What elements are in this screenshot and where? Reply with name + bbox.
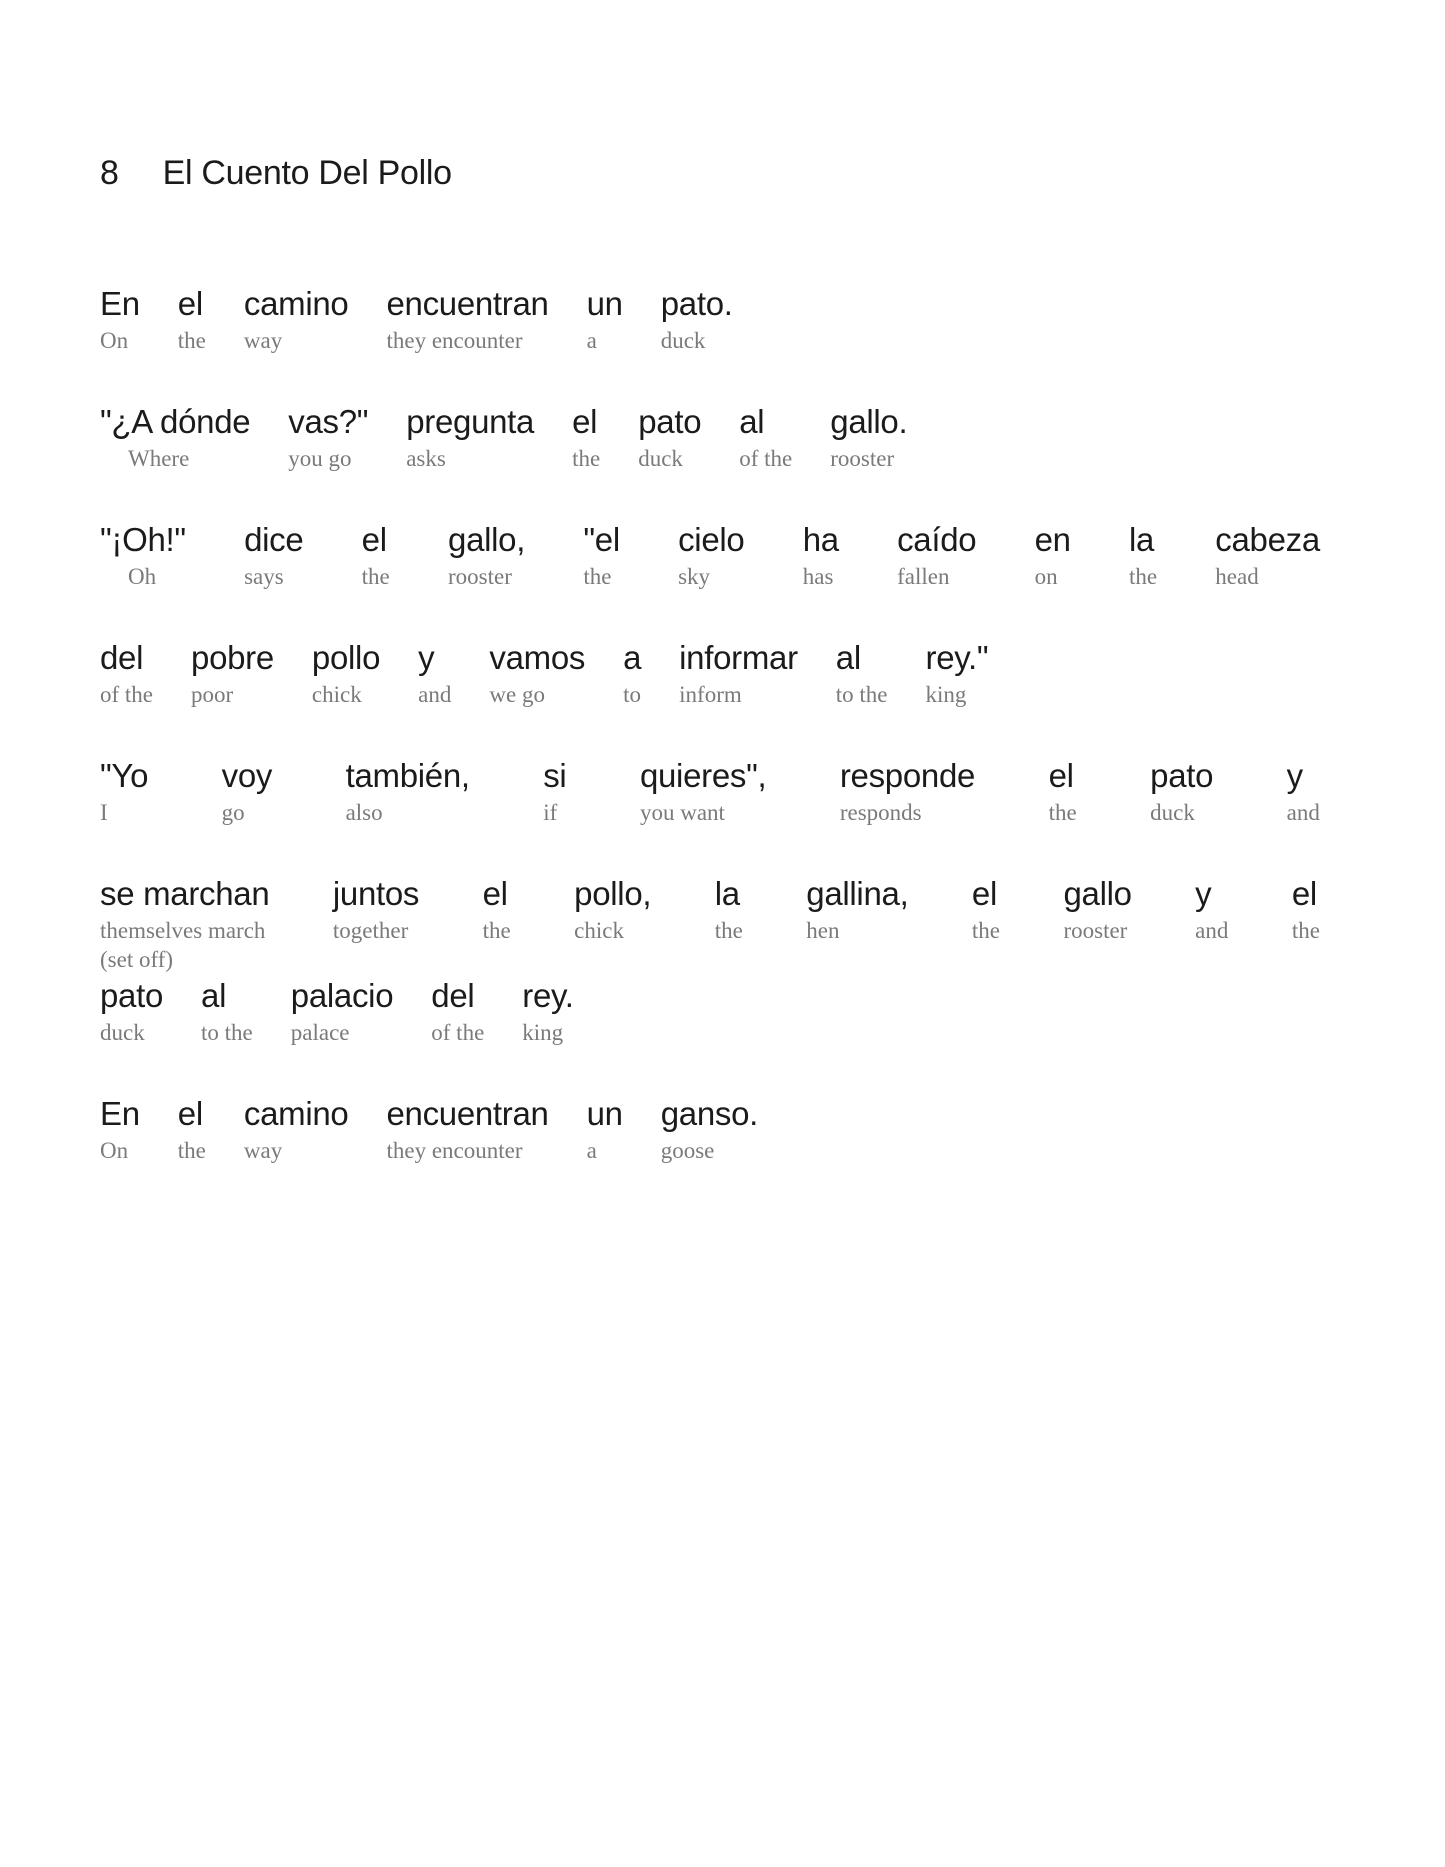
page-number: 8 bbox=[100, 154, 119, 192]
english-gloss: way bbox=[243, 1138, 283, 1163]
spanish-word: pato bbox=[100, 977, 164, 1014]
spanish-word: la bbox=[1128, 521, 1155, 558]
word-pair bbox=[678, 518, 744, 591]
english-gloss: to bbox=[623, 682, 641, 707]
word-pair bbox=[191, 636, 274, 709]
spanish-word: en bbox=[1034, 521, 1071, 558]
word-pair bbox=[244, 518, 303, 591]
english-gloss: we go bbox=[489, 682, 545, 707]
spanish-word: a bbox=[623, 639, 642, 676]
spanish-word: rey." bbox=[925, 639, 989, 676]
english-gloss: to the bbox=[835, 682, 888, 707]
english-gloss: you go bbox=[288, 446, 352, 471]
word-pair bbox=[100, 872, 269, 974]
interlinear-line bbox=[100, 400, 1345, 473]
word-pair bbox=[100, 400, 250, 473]
word-pair bbox=[803, 518, 839, 591]
page-heading bbox=[100, 152, 1345, 194]
english-gloss: duck bbox=[660, 328, 706, 353]
spanish-word: del bbox=[431, 977, 475, 1014]
word-pair bbox=[386, 1092, 548, 1165]
english-gloss: chick bbox=[574, 918, 624, 943]
spanish-word: pato bbox=[638, 403, 702, 440]
spanish-word: un bbox=[586, 285, 623, 322]
sentence-block bbox=[100, 1092, 1345, 1165]
english-gloss: inform bbox=[679, 682, 742, 707]
word-pair bbox=[623, 636, 641, 709]
spanish-word: pollo bbox=[311, 639, 381, 676]
english-gloss: the bbox=[361, 564, 390, 589]
word-pair bbox=[806, 872, 908, 945]
word-pair bbox=[201, 974, 253, 1047]
word-pair bbox=[100, 282, 140, 355]
word-pair bbox=[386, 282, 548, 355]
english-gloss: hen bbox=[806, 918, 840, 943]
spanish-word: pollo, bbox=[574, 875, 652, 912]
word-pair bbox=[572, 400, 600, 473]
english-gloss: to the bbox=[201, 1020, 253, 1045]
spanish-word: el bbox=[361, 521, 387, 558]
english-gloss: of the bbox=[431, 1020, 485, 1045]
word-pair bbox=[362, 518, 390, 591]
spanish-word: al bbox=[739, 403, 765, 440]
word-pair bbox=[1150, 754, 1213, 827]
spanish-word: gallo, bbox=[448, 521, 526, 558]
english-gloss: of the bbox=[739, 446, 793, 471]
spanish-word: palacio bbox=[290, 977, 394, 1014]
spanish-word: "el bbox=[583, 521, 620, 558]
english-gloss: the bbox=[177, 1138, 206, 1163]
word-pair bbox=[244, 282, 349, 355]
spanish-word: camino bbox=[243, 285, 349, 322]
english-gloss: and bbox=[1195, 918, 1229, 943]
english-gloss: go bbox=[221, 800, 245, 825]
word-pair bbox=[583, 518, 620, 591]
word-pair bbox=[587, 282, 623, 355]
word-pair bbox=[100, 754, 148, 827]
english-gloss: the bbox=[971, 918, 1001, 943]
spanish-word: voy bbox=[221, 757, 273, 794]
word-pair bbox=[100, 636, 153, 709]
word-pair bbox=[715, 872, 743, 945]
english-gloss: Where bbox=[128, 446, 190, 471]
word-pair bbox=[679, 636, 798, 709]
english-gloss: responds bbox=[839, 800, 922, 825]
english-gloss: says bbox=[244, 564, 284, 589]
word-pair bbox=[1287, 754, 1320, 827]
english-gloss: asks bbox=[406, 446, 446, 471]
sentence-block bbox=[100, 400, 1345, 473]
spanish-word: cielo bbox=[678, 521, 745, 558]
spanish-word: juntos bbox=[332, 875, 420, 912]
interlinear-line bbox=[100, 872, 1320, 974]
spanish-word: encuentran bbox=[386, 285, 549, 322]
word-pair bbox=[222, 754, 272, 827]
word-pair bbox=[333, 872, 419, 945]
english-gloss: palace bbox=[290, 1020, 350, 1045]
word-pair bbox=[1035, 518, 1071, 591]
spanish-word: dice bbox=[244, 521, 304, 558]
spanish-word: y bbox=[1286, 757, 1303, 794]
word-pair bbox=[483, 872, 511, 945]
spanish-word: encuentran bbox=[386, 1095, 549, 1132]
english-gloss: duck bbox=[638, 446, 683, 471]
word-pair bbox=[926, 636, 989, 709]
spanish-word: el bbox=[971, 875, 997, 912]
english-gloss: On bbox=[100, 1138, 129, 1163]
english-gloss: the bbox=[583, 564, 612, 589]
english-gloss: has bbox=[802, 564, 834, 589]
english-gloss: the bbox=[714, 918, 743, 943]
word-pair bbox=[288, 400, 368, 473]
word-pair bbox=[661, 1092, 758, 1165]
english-gloss: the bbox=[572, 446, 601, 471]
word-pair bbox=[1215, 518, 1320, 591]
word-pair bbox=[406, 400, 534, 473]
spanish-word: al bbox=[201, 977, 227, 1014]
spanish-word: el bbox=[482, 875, 508, 912]
english-gloss: if bbox=[543, 800, 558, 825]
spanish-word: ganso. bbox=[660, 1095, 758, 1132]
interlinear-line bbox=[100, 282, 1345, 355]
english-gloss: and bbox=[1286, 800, 1320, 825]
english-gloss: rooster bbox=[448, 564, 512, 589]
english-gloss: together bbox=[332, 918, 409, 943]
word-pair bbox=[312, 636, 380, 709]
spanish-word: En bbox=[100, 285, 140, 322]
word-pair bbox=[100, 974, 163, 1047]
english-gloss: king bbox=[925, 682, 967, 707]
spanish-word: responde bbox=[839, 757, 976, 794]
english-gloss: king bbox=[522, 1020, 564, 1045]
sentence-block bbox=[100, 282, 1345, 355]
english-gloss: they encounter bbox=[386, 328, 523, 353]
interlinear-line bbox=[100, 636, 1345, 709]
word-pair bbox=[178, 282, 206, 355]
english-gloss: also bbox=[345, 800, 383, 825]
english-gloss-note: (set off) bbox=[100, 947, 174, 972]
interlinear-line bbox=[100, 974, 1345, 1047]
english-gloss: poor bbox=[191, 682, 234, 707]
english-gloss: head bbox=[1215, 564, 1259, 589]
word-pair bbox=[739, 400, 792, 473]
english-gloss: Oh bbox=[128, 564, 157, 589]
english-gloss: a bbox=[586, 328, 597, 353]
word-pair bbox=[522, 974, 573, 1047]
word-pair bbox=[418, 636, 451, 709]
word-pair bbox=[840, 754, 975, 827]
word-pair bbox=[836, 636, 888, 709]
spanish-word: el bbox=[1048, 757, 1074, 794]
english-gloss: rooster bbox=[830, 446, 895, 471]
spanish-word: y bbox=[418, 639, 435, 676]
spanish-word: "¡Oh!" bbox=[100, 521, 186, 558]
word-pair bbox=[830, 400, 907, 473]
english-gloss: the bbox=[1291, 918, 1320, 943]
english-gloss: of the bbox=[100, 682, 154, 707]
english-gloss: fallen bbox=[897, 564, 950, 589]
text-body bbox=[100, 282, 1345, 1165]
spanish-word: la bbox=[714, 875, 740, 912]
word-pair bbox=[640, 754, 766, 827]
spanish-word: pobre bbox=[191, 639, 274, 676]
spanish-word: el bbox=[177, 285, 203, 322]
spanish-word: el bbox=[1291, 875, 1317, 912]
spanish-word: gallo bbox=[1063, 875, 1132, 912]
interlinear-line bbox=[100, 1092, 1345, 1165]
english-gloss: and bbox=[418, 682, 452, 707]
spanish-word: informar bbox=[679, 639, 798, 676]
spanish-word: al bbox=[835, 639, 861, 676]
word-pair bbox=[100, 1092, 140, 1165]
spanish-word: quieres", bbox=[639, 757, 767, 794]
interlinear-line bbox=[100, 518, 1320, 591]
spanish-word: pregunta bbox=[406, 403, 535, 440]
spanish-word: "¿A dónde bbox=[100, 403, 251, 440]
word-pair bbox=[1195, 872, 1228, 945]
spanish-word: el bbox=[572, 403, 598, 440]
english-gloss: duck bbox=[1150, 800, 1195, 825]
english-gloss: On bbox=[100, 328, 129, 353]
word-pair bbox=[574, 872, 651, 945]
word-pair bbox=[244, 1092, 349, 1165]
spanish-word: se marchan bbox=[100, 875, 270, 912]
english-gloss: I bbox=[100, 800, 108, 825]
word-pair bbox=[1049, 754, 1077, 827]
spanish-word: pato. bbox=[660, 285, 733, 322]
word-pair bbox=[972, 872, 1000, 945]
spanish-word: el bbox=[177, 1095, 203, 1132]
word-pair bbox=[1063, 872, 1131, 945]
english-gloss: the bbox=[1048, 800, 1077, 825]
english-gloss: rooster bbox=[1063, 918, 1128, 943]
word-pair bbox=[431, 974, 484, 1047]
word-pair bbox=[638, 400, 701, 473]
spanish-word: si bbox=[543, 757, 567, 794]
spanish-word: gallina, bbox=[806, 875, 909, 912]
spanish-word: En bbox=[100, 1095, 140, 1132]
word-pair bbox=[543, 754, 566, 827]
interlinear-line bbox=[100, 754, 1320, 827]
spanish-word: y bbox=[1195, 875, 1212, 912]
english-gloss: the bbox=[482, 918, 511, 943]
spanish-word: del bbox=[100, 639, 144, 676]
english-gloss: the bbox=[1128, 564, 1158, 589]
english-gloss: sky bbox=[678, 564, 711, 589]
spanish-word: un bbox=[586, 1095, 623, 1132]
english-gloss: duck bbox=[100, 1020, 145, 1045]
page-title: El Cuento Del Pollo bbox=[162, 154, 452, 192]
spanish-word: pato bbox=[1150, 757, 1214, 794]
english-gloss: goose bbox=[660, 1138, 715, 1163]
spanish-word: también, bbox=[345, 757, 470, 794]
word-pair bbox=[448, 518, 525, 591]
sentence-block bbox=[100, 518, 1345, 709]
spanish-word: vamos bbox=[489, 639, 586, 676]
word-pair bbox=[178, 1092, 206, 1165]
spanish-word: vas?" bbox=[288, 403, 369, 440]
english-gloss: chick bbox=[311, 682, 362, 707]
english-gloss: you want bbox=[639, 800, 725, 825]
spanish-word: caído bbox=[897, 521, 977, 558]
word-pair bbox=[100, 518, 186, 591]
sentence-block bbox=[100, 754, 1345, 1047]
word-pair bbox=[346, 754, 470, 827]
english-gloss: themselves march bbox=[100, 918, 266, 943]
word-pair bbox=[489, 636, 585, 709]
word-pair bbox=[661, 282, 733, 355]
spanish-word: gallo. bbox=[830, 403, 908, 440]
word-pair bbox=[291, 974, 393, 1047]
english-gloss: a bbox=[586, 1138, 597, 1163]
word-pair bbox=[897, 518, 976, 591]
spanish-word: "Yo bbox=[100, 757, 149, 794]
spanish-word: cabeza bbox=[1215, 521, 1320, 558]
english-gloss: on bbox=[1034, 564, 1058, 589]
spanish-word: ha bbox=[802, 521, 839, 558]
word-pair bbox=[587, 1092, 623, 1165]
word-pair bbox=[1292, 872, 1320, 945]
english-gloss: they encounter bbox=[386, 1138, 523, 1163]
word-pair bbox=[1129, 518, 1157, 591]
spanish-word: camino bbox=[243, 1095, 349, 1132]
spanish-word: rey. bbox=[522, 977, 574, 1014]
english-gloss: the bbox=[177, 328, 206, 353]
english-gloss: way bbox=[243, 328, 283, 353]
